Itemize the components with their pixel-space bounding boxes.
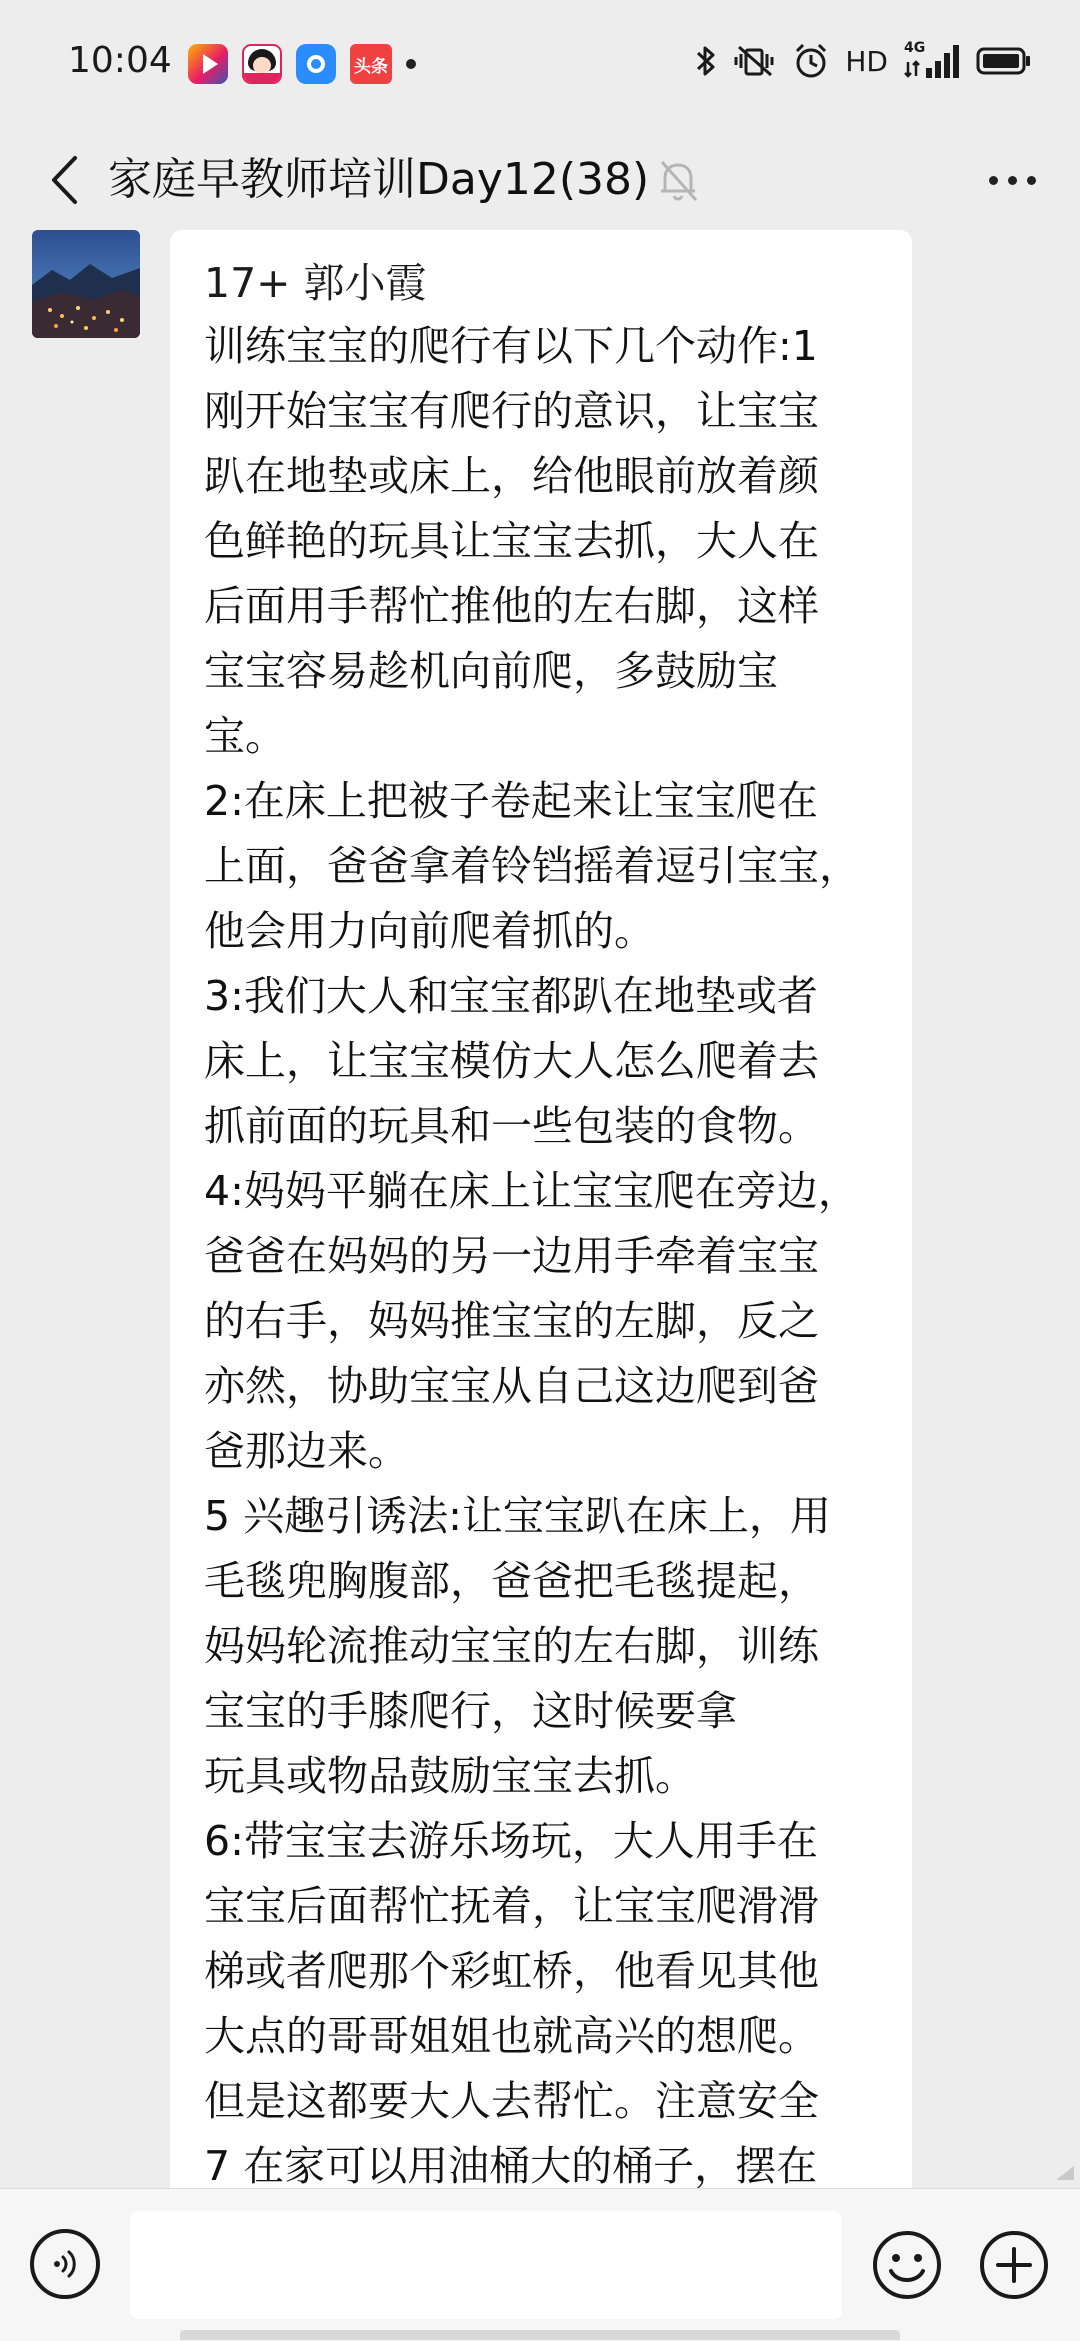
hd-label: HD (845, 44, 888, 78)
message-bubble[interactable] (170, 230, 912, 2188)
battery-icon (976, 46, 1032, 76)
more-functions-button[interactable] (978, 2229, 1050, 2301)
input-bar (0, 2188, 1080, 2341)
message-line: 爸那边来。 (204, 1427, 409, 1475)
message-line: 但是这都要大人去帮忙。注意安全 (204, 2077, 819, 2125)
message-line: 宝宝后面帮忙抚着，让宝宝爬滑滑 (204, 1882, 819, 1930)
video-app-icon (188, 44, 228, 84)
bluetooth-icon (695, 43, 717, 79)
message-line: 上面，爸爸拿着铃铛摇着逗引宝宝， (204, 842, 860, 890)
message-line: 大点的哥哥姐姐也就高兴的想爬。 (204, 2012, 819, 2060)
chat-title: 家庭早教师培训Day12(38) (108, 154, 650, 205)
mobile-signal (904, 42, 960, 80)
network-type-label: 4G (904, 40, 926, 56)
message-line: 宝。 (204, 712, 286, 760)
system-icons (695, 42, 1032, 80)
message-line: 后面用手帮忙推他的左右脚，这样 (204, 582, 819, 630)
message-line: 趴在地垫或床上，给他眼前放着颜 (204, 452, 819, 500)
home-indicator[interactable] (180, 2330, 900, 2340)
chevron-left-icon (49, 155, 79, 205)
more-options-button[interactable] (972, 154, 1052, 206)
message-line: 刚开始宝宝有爬行的意识，让宝宝 (204, 387, 819, 435)
message-line: 的右手，妈妈推宝宝的左脚，反之 (204, 1297, 819, 1345)
message-line: 3:我们大人和宝宝都趴在地垫或者 (204, 972, 818, 1020)
message-line: 梯或者爬那个彩虹桥，他看见其他 (204, 1947, 819, 1995)
notification-icons (188, 44, 416, 84)
vibrate-mute-icon (733, 43, 777, 79)
dot-icon (1008, 176, 1017, 185)
chat-message-list[interactable] (0, 228, 1080, 2188)
message-line: 床上，让宝宝模仿大人怎么爬着去 (204, 1037, 819, 1085)
avatar-image (32, 230, 140, 338)
scroll-corner-mark (1056, 2166, 1074, 2180)
message-line: 他会用力向前爬着抓的。 (204, 907, 655, 955)
message-line: 宝宝容易趁机向前爬，多鼓励宝 (204, 647, 778, 695)
message-line: 色鲜艳的玩具让宝宝去抓，大人在 (204, 517, 819, 565)
message-line: 毛毯兜胸腹部，爸爸把毛毯提起， (204, 1557, 819, 1605)
more-notifications-dot (406, 59, 416, 69)
message-line: 亦然，协助宝宝从自己这边爬到爸 (204, 1362, 819, 1410)
message-line: 训练宝宝的爬行有以下几个动作:1 (204, 322, 818, 370)
voice-input-button[interactable] (30, 2229, 100, 2299)
back-button[interactable] (28, 144, 100, 216)
dot-icon (1027, 176, 1036, 185)
chat-header (0, 132, 1080, 228)
alarm-icon (793, 42, 829, 80)
mute-bell-icon (656, 156, 700, 204)
message-line: 7 在家可以用油桶大的桶子，摆在 (204, 2142, 818, 2188)
sender-avatar[interactable] (32, 230, 140, 338)
signal-strength-icon (904, 42, 960, 80)
emoji-button[interactable] (871, 2229, 943, 2301)
toutiao-app-icon: 头条 (350, 44, 392, 84)
message-line: 玩具或物品鼓励宝宝去抓。 (204, 1752, 696, 1800)
message-line: 2:在床上把被子卷起来让宝宝爬在 (204, 777, 818, 825)
message-line: 妈妈轮流推动宝宝的左右脚，训练 (204, 1622, 819, 1670)
dot-icon (989, 176, 998, 185)
status-bar (0, 0, 1080, 132)
circle-app-icon (296, 44, 336, 84)
message-line: 6:带宝宝去游乐场玩，大人用手在 (204, 1817, 818, 1865)
message-input[interactable] (130, 2211, 842, 2319)
sender-name: 17+ 郭小霞 (204, 259, 427, 307)
message-line: 爸爸在妈妈的另一边用手牵着宝宝 (204, 1232, 819, 1280)
message-line: 5 兴趣引诱法:让宝宝趴在床上，用 (204, 1492, 831, 1540)
message-text (204, 314, 882, 2188)
message-line: 宝宝的手膝爬行，这时候要拿 (204, 1687, 737, 1735)
status-time: 10:04 (68, 40, 172, 81)
message-line: 抓前面的玩具和一些包装的食物。 (204, 1102, 819, 1150)
voice-icon (45, 2244, 85, 2284)
face-app-icon (242, 44, 282, 84)
message-line: 4:妈妈平躺在床上让宝宝爬在旁边， (204, 1167, 859, 1215)
